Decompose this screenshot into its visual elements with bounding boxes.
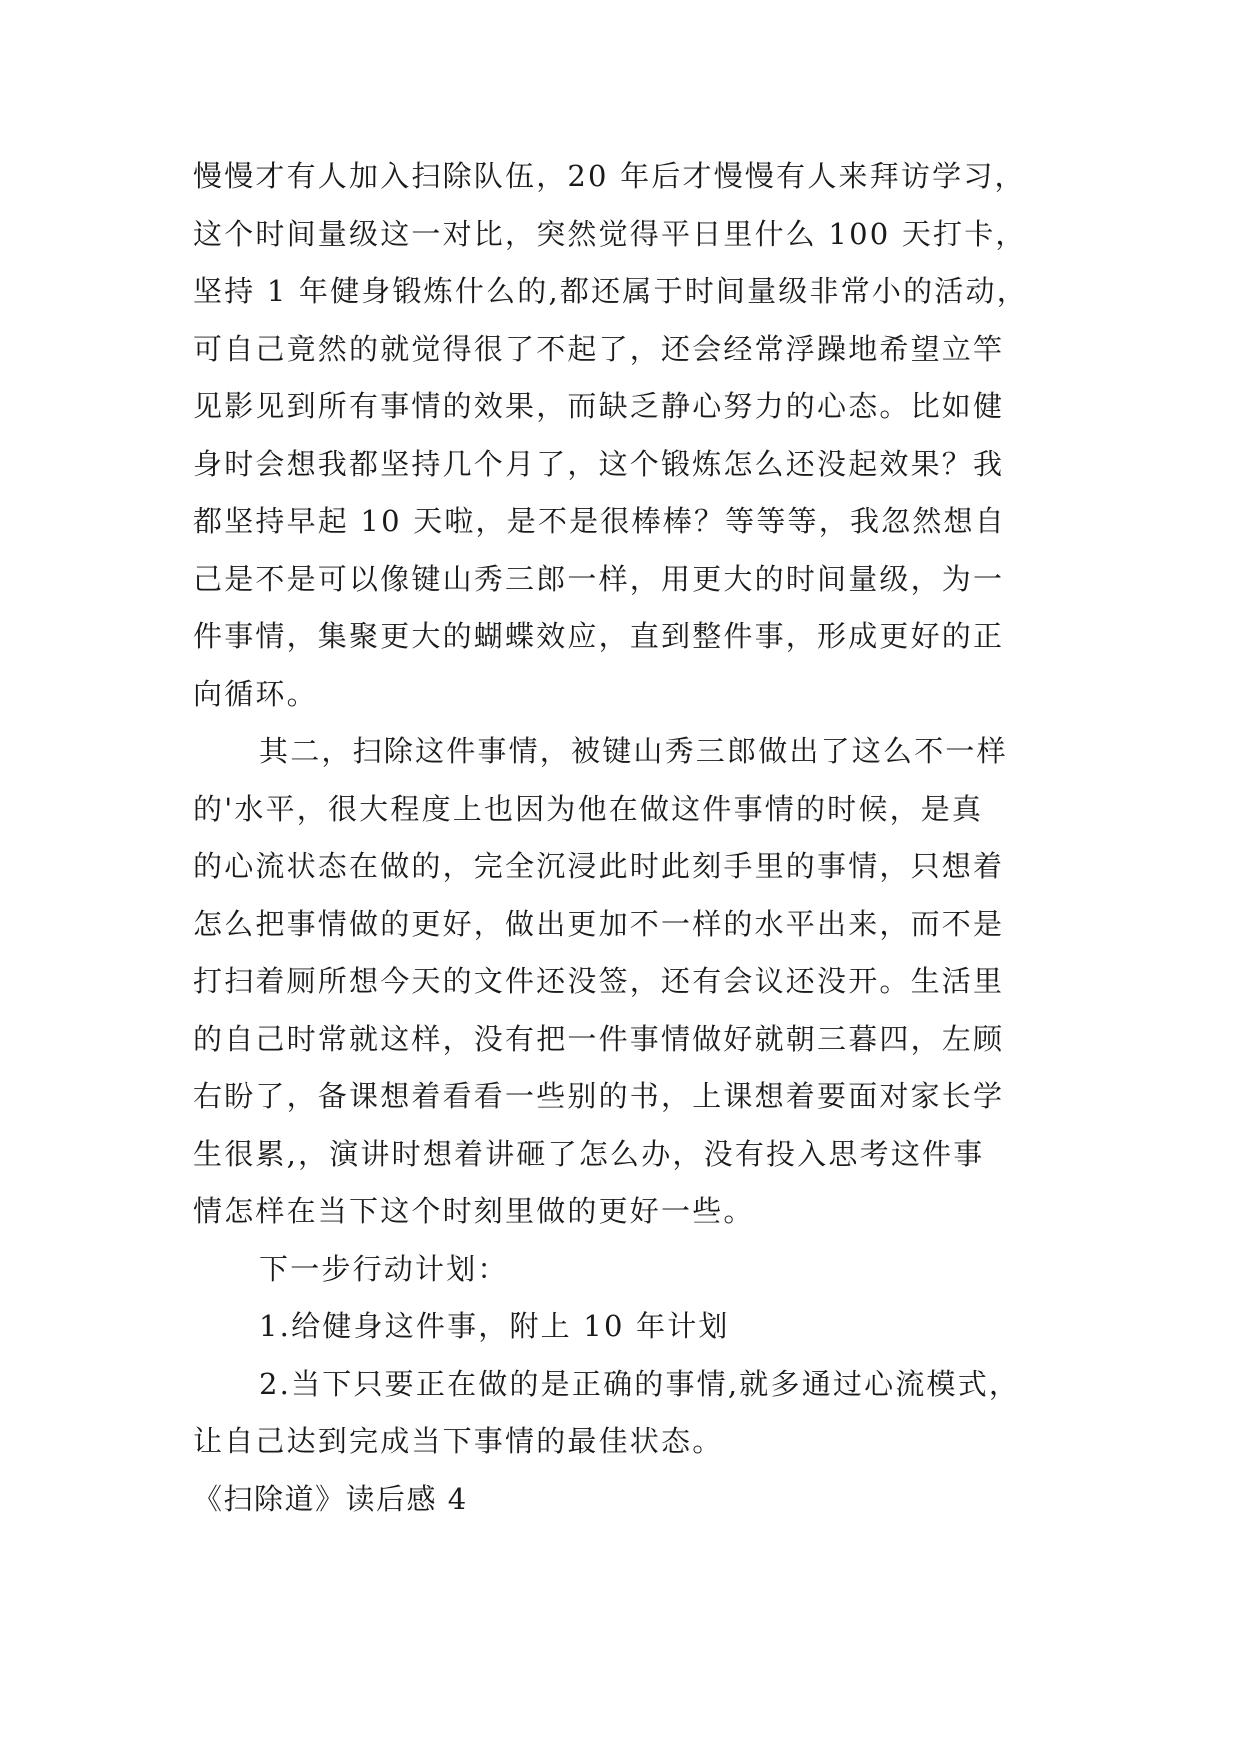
text-line: 怎么把事情做的更好，做出更加不一样的水平出来，而不是 xyxy=(193,906,1005,941)
paragraph-second-point xyxy=(193,723,1073,1241)
text-line: 其二，扫除这件事情，被键山秀三郎做出了这么不一样 xyxy=(259,734,1008,768)
text-line: 身时会想我都坚持几个月了，这个锻炼怎么还没起效果？我 xyxy=(193,446,1005,481)
text-line: 可自己竟然的就觉得很了不起了，还会经常浮躁地希望立竿 xyxy=(193,331,1005,366)
text-line: 这个时间量级这一对比，突然觉得平日里什么 100 天打卡， xyxy=(193,216,1027,251)
document-body xyxy=(193,148,1073,1528)
text-line: 的'水平，很大程度上也因为他在做这件事情的时候，是真 xyxy=(193,791,984,826)
text-line: 己是不是可以像键山秀三郎一样，用更大的时间量级，为一 xyxy=(193,561,1005,596)
paragraph-action-plan-title xyxy=(193,1241,1073,1299)
text-line: 打扫着厕所想今天的文件还没签，还有会议还没开。生活里 xyxy=(193,964,1005,998)
text-line: 慢慢才有人加入扫除队伍，20 年后才慢慢有人来拜访学习， xyxy=(193,159,1026,193)
paragraph-continuation xyxy=(193,148,1073,723)
text-line: 的自己时常就这样，没有把一件事情做好就朝三暮四，左顾 xyxy=(193,1021,1005,1056)
text-line: 件事情，集聚更大的蝴蝶效应，直到整件事，形成更好的正 xyxy=(193,619,1005,653)
text-line: 1.给健身这件事，附上 10 年计划 xyxy=(259,1309,730,1343)
text-line: 生很累,，演讲时想着讲砸了怎么办，没有投入思考这件事 xyxy=(193,1136,985,1171)
text-line: 下一步行动计划： xyxy=(259,1251,509,1286)
text-line: 右盼了，备课想着看看一些别的书，上课想着要面对家长学 xyxy=(193,1079,1005,1113)
text-line: 向循环。 xyxy=(193,676,318,711)
text-line: 2.当下只要正在做的是正确的事情,就多通过心流模式， xyxy=(259,1366,1021,1401)
text-line: 情怎样在当下这个时刻里做的更好一些。 xyxy=(193,1194,755,1228)
section-heading: 《扫除道》读后感 4 xyxy=(193,1481,468,1516)
text-line: 见影见到所有事情的效果，而缺乏静心努力的心态。比如健 xyxy=(193,389,1005,423)
text-line: 的心流状态在做的，完全沉浸此时此刻手里的事情，只想着 xyxy=(193,849,1005,883)
text-line: 让自己达到完成当下事情的最佳状态。 xyxy=(193,1424,724,1458)
paragraph-action-item-2 xyxy=(193,1356,1073,1471)
text-line: 都坚持早起 10 天啦，是不是很棒棒？等等等，我忽然想自 xyxy=(193,504,1006,538)
paragraph-action-item-1 xyxy=(193,1298,1073,1356)
text-line: 坚持 1 年健身锻炼什么的,都还属于时间量级非常小的活动， xyxy=(193,274,1028,308)
